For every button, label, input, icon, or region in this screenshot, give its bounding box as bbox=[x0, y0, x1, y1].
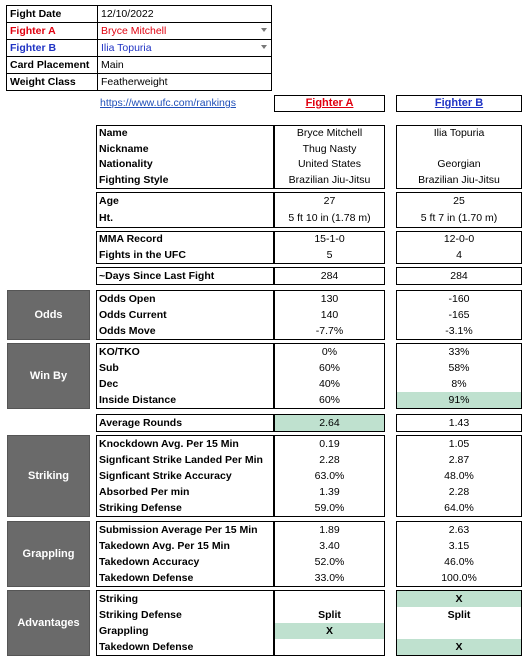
odds-row-label: Odds Open bbox=[99, 293, 156, 305]
winby-row-label: Inside Distance bbox=[99, 394, 177, 406]
phys-row-label: Age bbox=[99, 195, 119, 207]
row-label bbox=[97, 554, 273, 570]
adv-row-label: Takedown Defense bbox=[99, 641, 194, 653]
chevron-down-icon[interactable] bbox=[261, 28, 267, 32]
row-label bbox=[97, 248, 273, 264]
bio-fighter-b-value[interactable]: Brazilian Jiu-Jitsu bbox=[418, 173, 500, 186]
odds-fighter-a-value[interactable]: 130 bbox=[320, 293, 339, 305]
striking-row-label: Signficant Strike Landed Per Min bbox=[99, 454, 263, 466]
bio-labels bbox=[96, 125, 274, 189]
row-label bbox=[97, 607, 273, 623]
odds-fighter-b-value[interactable]: -160 bbox=[448, 293, 470, 305]
striking-fighter-b-value[interactable]: 48.0% bbox=[444, 470, 474, 482]
record-row-label: MMA Record bbox=[99, 233, 163, 245]
winby-row-label: KO/TKO bbox=[99, 346, 140, 358]
striking-fighter-b-value[interactable]: 2.28 bbox=[448, 486, 470, 498]
bio-fighter-a-value[interactable]: Thug Nasty bbox=[302, 142, 357, 155]
winby-fighter-b-value[interactable]: 33% bbox=[448, 346, 470, 358]
adv-row-label: Striking Defense bbox=[99, 609, 182, 621]
bio-fighter-b-value[interactable]: Georgian bbox=[437, 158, 481, 170]
grappling-row-label: Takedown Accuracy bbox=[99, 556, 200, 568]
rounds-fighter-b-value[interactable]: 1.43 bbox=[448, 417, 470, 429]
winby-row-label: Dec bbox=[99, 378, 119, 390]
grappling-fighter-b-value[interactable]: 46.0% bbox=[444, 556, 474, 568]
grappling-fighter-b-value[interactable]: 100.0% bbox=[441, 572, 477, 584]
bio-fighter-a-value[interactable]: Bryce Mitchell bbox=[296, 127, 363, 139]
record-fighter-a-value[interactable]: 5 bbox=[326, 248, 333, 261]
row-label bbox=[97, 232, 273, 248]
striking-fighter-b-value[interactable]: 1.05 bbox=[448, 438, 470, 450]
row-label bbox=[97, 468, 273, 484]
row-label bbox=[97, 360, 273, 376]
rounds-row-label: Average Rounds bbox=[99, 417, 183, 429]
row-label bbox=[97, 173, 273, 189]
rounds-fighter-a-value[interactable]: 2.64 bbox=[275, 415, 384, 431]
adv-fighter-b bbox=[396, 590, 522, 656]
bio-fighter-a-value[interactable]: United States bbox=[297, 158, 362, 170]
striking-fighter-a-value[interactable]: 1.39 bbox=[319, 486, 340, 498]
odds-fighter-a bbox=[274, 290, 385, 340]
row-label bbox=[97, 484, 273, 500]
adv-fighter-b-value[interactable]: Split bbox=[447, 609, 471, 621]
grappling-fighter-a-value[interactable]: 1.89 bbox=[319, 524, 340, 536]
phys-fighter-b bbox=[396, 192, 522, 228]
rounds-fighter-a bbox=[274, 414, 385, 432]
weight-class-label: Weight Class bbox=[7, 74, 98, 91]
grappling-fighter-a-value[interactable]: 33.0% bbox=[314, 572, 345, 584]
fighter-b-label: Fighter B bbox=[7, 40, 98, 57]
odds-fighter-b-value[interactable]: -3.1% bbox=[445, 325, 473, 337]
adv-labels bbox=[96, 590, 274, 656]
winby-fighter-a-value[interactable]: 60% bbox=[318, 394, 340, 406]
fighter-a-label: Fighter A bbox=[7, 23, 98, 40]
striking-fighter-b-value[interactable]: 2.87 bbox=[448, 454, 470, 466]
row-label bbox=[97, 415, 273, 431]
row-label bbox=[97, 157, 273, 173]
record-fighter-a-value[interactable]: 15-1-0 bbox=[314, 233, 345, 245]
bio-row-label: Nationality bbox=[99, 158, 153, 170]
bio-row-label: Nickname bbox=[99, 142, 149, 155]
winby-group-label: Win By bbox=[7, 343, 90, 409]
row-label bbox=[97, 268, 273, 284]
odds-fighter-a-value[interactable]: -7.7% bbox=[315, 325, 344, 337]
fighter-b-dropdown[interactable] bbox=[98, 40, 272, 57]
fighter-b-header: Fighter B bbox=[396, 95, 522, 112]
striking-labels bbox=[96, 435, 274, 517]
row-label bbox=[97, 392, 273, 408]
adv-group-label: Advantages bbox=[7, 590, 90, 656]
rankings-link[interactable]: https://www.ufc.com/rankings bbox=[100, 97, 236, 109]
grappling-fighter-b bbox=[396, 521, 522, 587]
adv-fighter-a bbox=[274, 590, 385, 656]
fighter-a-header: Fighter A bbox=[274, 95, 385, 112]
record-fighter-b-value[interactable]: 4 bbox=[456, 248, 462, 261]
striking-fighter-b-value[interactable]: 64.0% bbox=[444, 502, 474, 514]
row-label bbox=[97, 623, 273, 639]
rounds-labels bbox=[96, 414, 274, 432]
row-label bbox=[97, 570, 273, 586]
striking-fighter-a-value[interactable]: 59.0% bbox=[314, 502, 345, 514]
record-fighter-b-value[interactable]: 12-0-0 bbox=[443, 233, 475, 245]
striking-fighter-a-value[interactable]: 63.0% bbox=[314, 470, 345, 482]
record-labels bbox=[96, 231, 274, 264]
row-label bbox=[97, 210, 273, 227]
odds-fighter-b-value[interactable]: -165 bbox=[448, 309, 470, 321]
fight-info-table bbox=[6, 5, 272, 91]
row-label bbox=[97, 436, 273, 452]
striking-row-label: Knockdown Avg. Per 15 Min bbox=[99, 438, 239, 450]
striking-row-label: Absorbed Per min bbox=[99, 486, 190, 498]
row-label bbox=[97, 291, 273, 307]
days-labels bbox=[96, 267, 274, 285]
fighter-a-value: Bryce Mitchell bbox=[101, 25, 167, 37]
row-label bbox=[97, 376, 273, 392]
grappling-row-label: Takedown Avg. Per 15 Min bbox=[99, 540, 230, 552]
adv-fighter-b-value[interactable] bbox=[397, 623, 521, 639]
striking-fighter-b bbox=[396, 435, 522, 517]
adv-fighter-a-value[interactable]: Split bbox=[318, 609, 341, 621]
phys-fighter-b-value[interactable]: 5 ft 7 in (1.70 m) bbox=[420, 212, 498, 224]
row-label bbox=[97, 500, 273, 516]
card-placement-value[interactable]: Main bbox=[98, 57, 272, 74]
phys-fighter-a-value[interactable]: 27 bbox=[323, 195, 336, 207]
row-label bbox=[97, 307, 273, 323]
phys-row-label: Ht. bbox=[99, 212, 113, 224]
striking-fighter-a-value[interactable]: 0.19 bbox=[319, 438, 340, 450]
row-label bbox=[97, 538, 273, 554]
days-fighter-a-value[interactable]: 284 bbox=[320, 270, 339, 282]
odds-fighter-a-value[interactable]: 140 bbox=[320, 309, 339, 321]
grappling-fighter-b-value[interactable]: 2.63 bbox=[448, 524, 470, 536]
grappling-fighter-b-value[interactable]: 3.15 bbox=[448, 540, 470, 552]
adv-fighter-a-value[interactable]: X bbox=[275, 623, 384, 639]
winby-fighter-b bbox=[396, 343, 522, 409]
grappling-row-label: Takedown Defense bbox=[99, 572, 194, 584]
days-fighter-b bbox=[396, 267, 522, 285]
striking-row-label: Striking Defense bbox=[99, 502, 182, 514]
rounds-fighter-b bbox=[396, 414, 522, 432]
chevron-down-icon[interactable] bbox=[261, 45, 267, 49]
grappling-fighter-a-value[interactable]: 3.40 bbox=[319, 540, 340, 552]
fight-date-label: Fight Date bbox=[7, 6, 98, 23]
odds-group-label: Odds bbox=[7, 290, 90, 340]
card-placement-label: Card Placement bbox=[7, 57, 98, 74]
row-label bbox=[97, 522, 273, 538]
winby-labels bbox=[96, 343, 274, 409]
adv-fighter-a-value[interactable] bbox=[275, 639, 384, 655]
row-label bbox=[97, 639, 273, 655]
grappling-fighter-a bbox=[274, 521, 385, 587]
winby-fighter-a-value[interactable]: 60% bbox=[318, 362, 340, 374]
grappling-group-label: Grappling bbox=[7, 521, 90, 587]
adv-row-label: Grappling bbox=[99, 625, 149, 637]
bio-fighter-a-value[interactable]: Brazilian Jiu-Jitsu bbox=[288, 173, 371, 186]
striking-fighter-a-value[interactable]: 2.28 bbox=[319, 454, 340, 466]
bio-fighter-b-value[interactable]: Ilia Topuria bbox=[433, 127, 485, 139]
row-label bbox=[97, 452, 273, 468]
winby-fighter-b-value[interactable]: 91% bbox=[397, 392, 521, 408]
odds-row-label: Odds Move bbox=[99, 325, 156, 337]
row-label bbox=[97, 126, 273, 142]
phys-fighter-a bbox=[274, 192, 385, 228]
record-row-label: Fights in the UFC bbox=[99, 248, 186, 261]
phys-fighter-b-value[interactable]: 25 bbox=[453, 195, 465, 207]
winby-fighter-b-value[interactable]: 58% bbox=[448, 362, 470, 374]
adv-row-label: Striking bbox=[99, 593, 139, 605]
fighter-a-dropdown[interactable] bbox=[98, 23, 272, 40]
row-label bbox=[97, 344, 273, 360]
winby-row-label: Sub bbox=[99, 362, 119, 374]
weight-class-value[interactable]: Featherweight bbox=[98, 74, 272, 91]
odds-labels bbox=[96, 290, 274, 340]
bio-fighter-b bbox=[396, 125, 522, 189]
striking-group-label: Striking bbox=[7, 435, 90, 517]
fighter-b-value: Ilia Topuria bbox=[101, 42, 152, 54]
striking-fighter-a bbox=[274, 435, 385, 517]
winby-fighter-b-value[interactable]: 8% bbox=[451, 378, 467, 390]
grappling-fighter-a-value[interactable]: 52.0% bbox=[314, 556, 345, 568]
phys-labels bbox=[96, 192, 274, 228]
adv-fighter-b-value[interactable]: X bbox=[397, 591, 521, 607]
row-label bbox=[97, 323, 273, 339]
odds-row-label: Odds Current bbox=[99, 309, 167, 321]
row-label bbox=[97, 142, 273, 158]
days-row-label: ~Days Since Last Fight bbox=[99, 270, 215, 282]
record-fighter-b bbox=[396, 231, 522, 264]
record-fighter-a bbox=[274, 231, 385, 264]
fight-date-value[interactable]: 12/10/2022 bbox=[98, 6, 272, 23]
bio-fighter-b-value[interactable] bbox=[397, 142, 521, 158]
winby-fighter-a bbox=[274, 343, 385, 409]
days-fighter-b-value[interactable]: 284 bbox=[450, 270, 468, 282]
winby-fighter-a-value[interactable]: 40% bbox=[318, 378, 340, 390]
row-label bbox=[97, 193, 273, 210]
days-fighter-a bbox=[274, 267, 385, 285]
bio-row-label: Name bbox=[99, 127, 128, 139]
striking-row-label: Signficant Strike Accuracy bbox=[99, 470, 232, 482]
bio-row-label: Fighting Style bbox=[99, 173, 169, 186]
phys-fighter-a-value[interactable]: 5 ft 10 in (1.78 m) bbox=[288, 212, 371, 224]
grappling-row-label: Submission Average Per 15 Min bbox=[99, 524, 258, 536]
odds-fighter-b bbox=[396, 290, 522, 340]
grappling-labels bbox=[96, 521, 274, 587]
winby-fighter-a-value[interactable]: 0% bbox=[321, 346, 338, 358]
row-label bbox=[97, 591, 273, 607]
bio-fighter-a bbox=[274, 125, 385, 189]
adv-fighter-a-value[interactable] bbox=[275, 591, 384, 607]
adv-fighter-b-value[interactable]: X bbox=[397, 639, 521, 655]
